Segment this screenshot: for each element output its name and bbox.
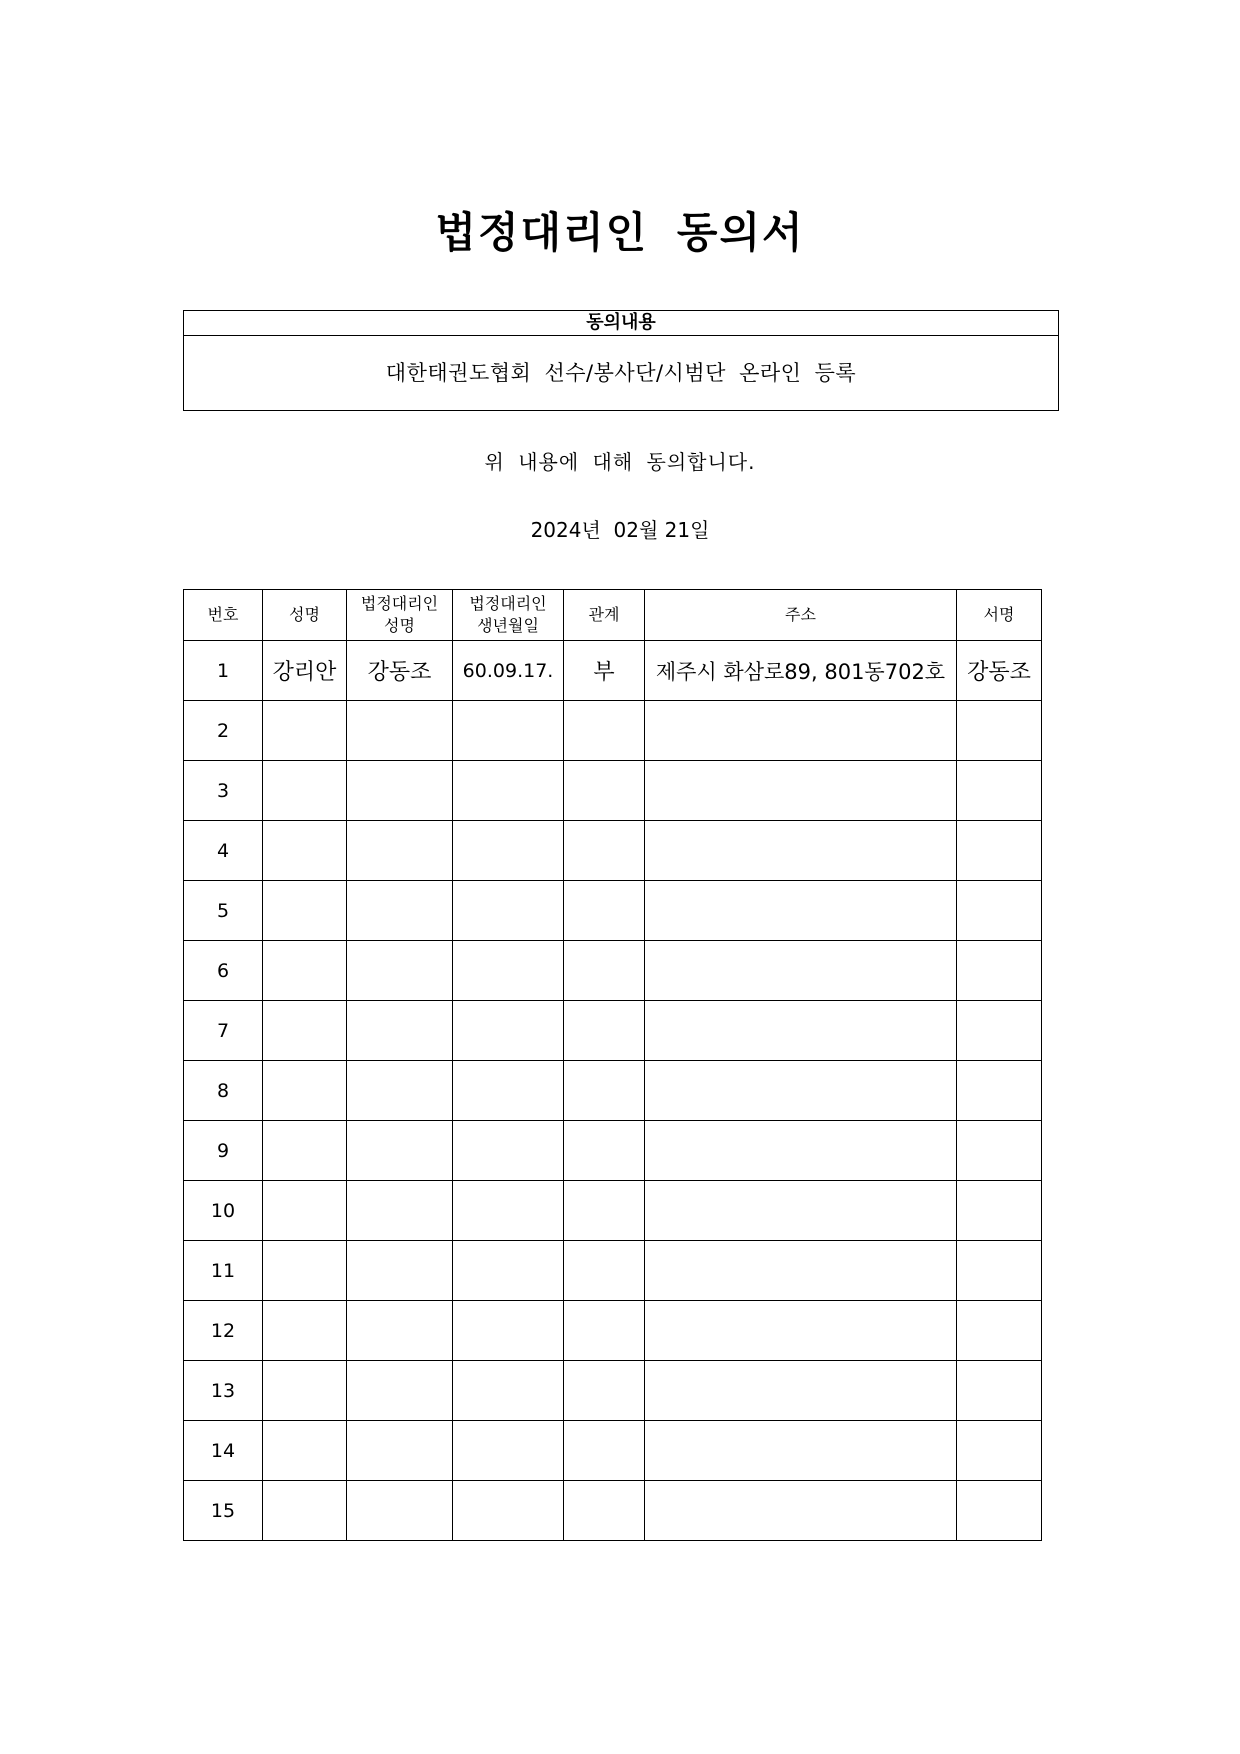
cell-guardian-name — [347, 1121, 453, 1181]
cell-no: 11 — [184, 1241, 263, 1301]
table-row — [184, 941, 1042, 1001]
cell-name — [263, 821, 347, 881]
cell-no: 12 — [184, 1301, 263, 1361]
cell-guardian-name — [347, 1241, 453, 1301]
cell-guardian-name — [347, 1481, 453, 1541]
cell-relation — [564, 1121, 645, 1181]
cell-no: 7 — [184, 1001, 263, 1061]
header-signature: 서명 — [957, 590, 1042, 641]
cell-no: 15 — [184, 1481, 263, 1541]
table-row — [184, 1421, 1042, 1481]
cell-signature — [957, 1001, 1042, 1061]
header-guardian-birth-line1: 법정대리인 — [469, 594, 547, 613]
table-row — [184, 1181, 1042, 1241]
cell-signature — [957, 881, 1042, 941]
cell-name — [263, 701, 347, 761]
cell-guardian-name — [347, 701, 453, 761]
cell-guardian-birth — [453, 1241, 564, 1301]
table-row — [184, 1121, 1042, 1181]
cell-signature — [957, 1361, 1042, 1421]
cell-signature — [957, 1421, 1042, 1481]
cell-relation — [564, 701, 645, 761]
cell-no: 10 — [184, 1181, 263, 1241]
header-name: 성명 — [263, 590, 347, 641]
cell-guardian-name — [347, 821, 453, 881]
header-guardian-name-line1: 법정대리인 — [360, 594, 439, 613]
cell-name — [263, 1241, 347, 1301]
cell-guardian-birth — [453, 761, 564, 821]
cell-name — [263, 1181, 347, 1241]
cell-signature — [957, 701, 1042, 761]
cell-no: 9 — [184, 1121, 263, 1181]
table-row — [184, 821, 1042, 881]
cell-address — [645, 1001, 957, 1061]
cell-address — [645, 881, 957, 941]
cell-guardian-name: 강동조 — [347, 641, 453, 701]
cell-relation — [564, 1001, 645, 1061]
page-title: 법정대리인 동의서 — [435, 208, 805, 257]
cell-relation — [564, 1301, 645, 1361]
cell-address — [645, 1121, 957, 1181]
cell-name — [263, 1121, 347, 1181]
header-address: 주소 — [645, 590, 957, 641]
cell-address: 제주시 화삼로89, 801동702호 — [645, 641, 957, 701]
cell-relation — [564, 761, 645, 821]
table-row — [184, 1481, 1042, 1541]
cell-guardian-name — [347, 1301, 453, 1361]
cell-address — [645, 701, 957, 761]
cell-no: 13 — [184, 1361, 263, 1421]
header-no: 번호 — [184, 590, 263, 641]
cell-address — [645, 761, 957, 821]
cell-guardian-birth — [453, 1181, 564, 1241]
table-row — [184, 761, 1042, 821]
cell-guardian-birth — [453, 821, 564, 881]
date-line: 2024년 02월 21일 — [530, 518, 710, 542]
guardian-table — [183, 589, 1042, 1541]
header-guardian-name-line2: 성명 — [384, 616, 415, 635]
cell-address — [645, 941, 957, 1001]
cell-no: 14 — [184, 1421, 263, 1481]
cell-guardian-name — [347, 881, 453, 941]
cell-name — [263, 1061, 347, 1121]
cell-guardian-name — [347, 761, 453, 821]
cell-no: 1 — [184, 641, 263, 701]
cell-guardian-name — [347, 1181, 453, 1241]
cell-address — [645, 1061, 957, 1121]
table-row — [184, 881, 1042, 941]
cell-guardian-name — [347, 1361, 453, 1421]
cell-guardian-birth — [453, 1361, 564, 1421]
table-row — [184, 1001, 1042, 1061]
cell-signature — [957, 1121, 1042, 1181]
cell-signature — [957, 1181, 1042, 1241]
table-row — [184, 1061, 1042, 1121]
cell-signature — [957, 1241, 1042, 1301]
table-body — [184, 641, 1042, 1541]
cell-address — [645, 1301, 957, 1361]
table-header-row — [184, 590, 1042, 641]
cell-no: 3 — [184, 761, 263, 821]
cell-name — [263, 1301, 347, 1361]
cell-guardian-birth — [453, 941, 564, 1001]
cell-name: 강리안 — [263, 641, 347, 701]
cell-address — [645, 1361, 957, 1421]
agree-statement: 위 내용에 대해 동의합니다. — [484, 450, 756, 474]
cell-name — [263, 761, 347, 821]
cell-no: 2 — [184, 701, 263, 761]
cell-guardian-name — [347, 1061, 453, 1121]
cell-guardian-birth — [453, 1061, 564, 1121]
cell-name — [263, 941, 347, 1001]
cell-no: 6 — [184, 941, 263, 1001]
cell-name — [263, 1361, 347, 1421]
cell-signature — [957, 1061, 1042, 1121]
cell-address — [645, 1421, 957, 1481]
header-guardian-name — [347, 590, 453, 641]
cell-guardian-name — [347, 1421, 453, 1481]
cell-no: 5 — [184, 881, 263, 941]
table-row — [184, 1361, 1042, 1421]
table-row — [184, 1301, 1042, 1361]
header-guardian-birth — [453, 590, 564, 641]
cell-relation — [564, 881, 645, 941]
consent-body: 대한태권도협회 선수/봉사단/시범단 온라인 등록 — [385, 361, 857, 385]
cell-guardian-birth — [453, 881, 564, 941]
cell-signature — [957, 761, 1042, 821]
cell-relation — [564, 941, 645, 1001]
cell-signature: 강동조 — [957, 641, 1042, 701]
cell-signature — [957, 1301, 1042, 1361]
cell-relation — [564, 1421, 645, 1481]
header-guardian-birth-line2: 생년월일 — [477, 616, 539, 635]
table-row — [184, 1241, 1042, 1301]
cell-relation — [564, 1481, 645, 1541]
cell-guardian-birth — [453, 1121, 564, 1181]
cell-name — [263, 881, 347, 941]
cell-address — [645, 821, 957, 881]
consent-header: 동의내용 — [184, 311, 1058, 336]
cell-name — [263, 1481, 347, 1541]
cell-guardian-name — [347, 941, 453, 1001]
cell-guardian-birth — [453, 1481, 564, 1541]
table-row — [184, 641, 1042, 701]
cell-no: 4 — [184, 821, 263, 881]
cell-relation — [564, 1241, 645, 1301]
cell-guardian-birth — [453, 1301, 564, 1361]
header-relation: 관계 — [564, 590, 645, 641]
cell-name — [263, 1001, 347, 1061]
cell-relation — [564, 1061, 645, 1121]
cell-relation: 부 — [564, 641, 645, 701]
cell-guardian-birth — [453, 701, 564, 761]
cell-relation — [564, 1361, 645, 1421]
cell-name — [263, 1421, 347, 1481]
cell-address — [645, 1241, 957, 1301]
cell-no: 8 — [184, 1061, 263, 1121]
cell-signature — [957, 821, 1042, 881]
cell-guardian-birth — [453, 1001, 564, 1061]
cell-signature — [957, 1481, 1042, 1541]
cell-address — [645, 1481, 957, 1541]
cell-signature — [957, 941, 1042, 1001]
table-row — [184, 701, 1042, 761]
consent-box — [183, 310, 1059, 411]
cell-address — [645, 1181, 957, 1241]
cell-relation — [564, 1181, 645, 1241]
cell-relation — [564, 821, 645, 881]
cell-guardian-birth: 60.09.17. — [453, 641, 564, 701]
cell-guardian-birth — [453, 1421, 564, 1481]
cell-guardian-name — [347, 1001, 453, 1061]
